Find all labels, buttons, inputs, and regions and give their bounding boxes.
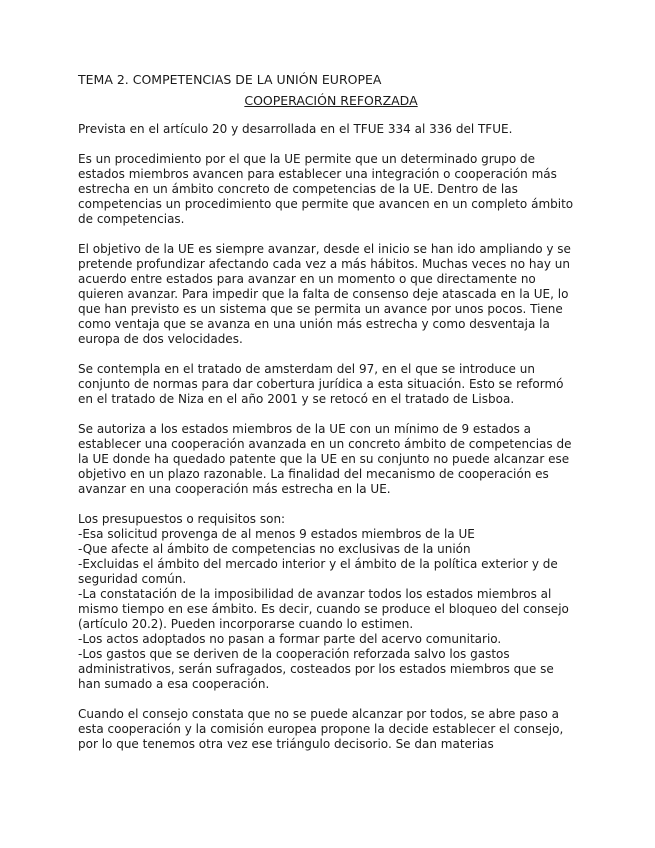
requirement-item: -Los gastos que se deriven de la cooperación reforzada salvo los gastos administrativos, serán sufragados, costeados por los estados miembros que se han sumado a esa cooperación. bbox=[78, 647, 554, 691]
requirements-list bbox=[78, 527, 578, 692]
section-title: COOPERACIÓN REFORZADA bbox=[244, 93, 418, 108]
paragraph-closing: Cuando el consejo constata que no se puede alcanzar por todos, se abre paso a esta cooperación y la comisión europea propone la decide establecer el consejo, por lo que tenemos otra vez ese triángulo decisorio. Se dan materias bbox=[78, 707, 564, 751]
requirements-intro: Los presupuestos o requisitos son: bbox=[78, 512, 286, 526]
paragraph-reference: Prevista en el artículo 20 y desarrollada en el TFUE 334 al 336 del TFUE. bbox=[78, 122, 513, 136]
requirement-item: -Excluidas el ámbito del mercado interior y el ámbito de la política exterior y de seguridad común. bbox=[78, 557, 558, 586]
requirement-item: -La constatación de la imposibilidad de avanzar todos los estados miembros al mismo tiempo en ese ámbito. Es decir, cuando se produce el bloqueo del consejo (artículo 20.2). Pueden incorporarse cuando lo estimen. bbox=[78, 587, 569, 631]
requirements-section bbox=[78, 512, 578, 692]
paragraph-history: Se contempla en el tratado de amsterdam del 97, en el que se introduce un conjunto de normas para dar cobertura jurídica a esta situación. Esto se reformó en el tratado de Niza en el año 2001 y se retocó en el tratado de Lisboa. bbox=[78, 362, 564, 406]
document-page bbox=[78, 72, 578, 767]
requirement-item: -Que afecte al ámbito de competencias no exclusivas de la unión bbox=[78, 542, 471, 556]
requirement-item: -Esa solicitud provenga de al menos 9 estados miembros de la UE bbox=[78, 527, 475, 541]
requirement-item: -Los actos adoptados no pasan a formar parte del acervo comunitario. bbox=[78, 632, 502, 646]
paragraph-definition: Es un procedimiento por el que la UE permite que un determinado grupo de estados miembros avancen para establecer una integración o cooperación más estrecha en un ámbito concreto de competencias de la UE. Dentro de las competencias un procedimiento que permite que avancen en un completo ámbito de competencias. bbox=[78, 152, 574, 226]
paragraph-authorization: Se autoriza a los estados miembros de la UE con un mínimo de 9 estados a establecer una cooperación avanzada en un concreto ámbito de competencias de la UE donde ha quedado patente que la UE en su conjunto no puede alcanzar ese objetivo en un plazo razonable. La finalidad del mecanismo de cooperación es avanzar en una cooperación más estrecha en la UE. bbox=[78, 422, 572, 496]
document-title: TEMA 2. COMPETENCIAS DE LA UNIÓN EUROPEA bbox=[78, 72, 382, 87]
paragraph-objective: El objetivo de la UE es siempre avanzar, desde el inicio se han ido ampliando y se pretende profundizar afectando cada vez a más hábitos. Muchas veces no hay un acuerdo entre estados para avanzar en un momento o que directamente no quieren avanzar. Para impedir que la falta de consenso deje atascada en la UE, lo que han previsto es un sistema que se permita un avance por unos pocos. Tiene como ventaja que se avanza en una unión más estrecha y como desventaja la europa de dos velocidades. bbox=[78, 242, 571, 346]
